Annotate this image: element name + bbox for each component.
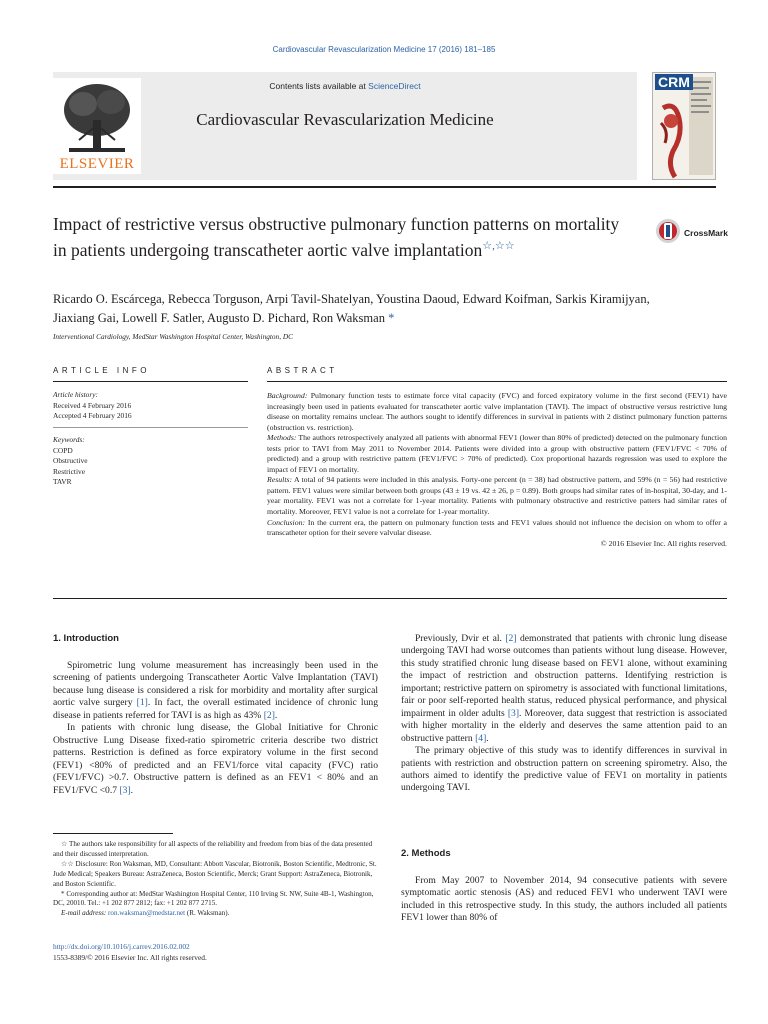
right-paragraph-2: The primary objective of this study was to identify differences in survival in patients with restriction and obstruction pattern on screening spirometry. Also, the authors aimed to identify the predictive value of FEV1 on mortality in patients undergoing TAVI.: [401, 745, 727, 794]
intro-p2-text-b: .: [130, 784, 134, 796]
issn-line: 1553-8389/© 2016 Elsevier Inc. All rights reserved.: [53, 952, 207, 962]
background-label: Background:: [267, 391, 308, 400]
email-link[interactable]: ron.waksman@medstar.net: [108, 909, 186, 918]
results-label: Results:: [267, 475, 293, 485]
footnote-3: * Corresponding author at: MedStar Washington Hospital Center, 110 Irving St. NW, Suite 4B-1, Washington, DC, 20010. Tel.: +1 202 877 2812; fax: +1 202 877 2715.: [53, 889, 374, 908]
article-info-divider: [53, 381, 248, 382]
conclusion-label: Conclusion:: [267, 517, 306, 527]
intro-paragraph-1: [53, 660, 378, 722]
email-suffix: (R. Waksman).: [186, 909, 230, 918]
abstract-conclusion: [267, 518, 727, 539]
accepted-date: Accepted 4 February 2016: [53, 411, 132, 421]
elsevier-wordmark: ELSEVIER: [59, 156, 135, 172]
abstract-heading: ABSTRACT: [267, 366, 338, 375]
cover-label: CRM: [655, 74, 693, 90]
citation-link[interactable]: [3]: [119, 784, 131, 796]
contents-prefix: Contents lists available at: [269, 81, 366, 91]
abstract-divider: [267, 381, 727, 382]
keyword-item: TAVR: [53, 477, 72, 487]
methods-body: [401, 875, 727, 925]
doi-link[interactable]: http://dx.doi.org/10.1016/j.carrev.2016.02.002: [53, 942, 190, 951]
abstract-methods: [267, 433, 727, 475]
right-p1-text-d: .: [486, 732, 489, 744]
abstract-results: [267, 475, 727, 517]
right-p1-text-b: demonstrated that patients with chronic lung disease undergoing TAVI had worse outcomes than patients without lung disease. However, this study stratified chronic lung disease based on FEV1 alone, without examining the impact of restriction and obstruction patterns. Identifying restriction is important; restrictive pattern on spirometry is associated with functional limitations, fair or poor self-reported health status, reduced physical performance, and physical impairment in older adults: [401, 633, 728, 719]
footnote-1: ☆ The authors take responsibility for all aspects of the reliability and freedom from bias of the data presented and their discussed interpretation.: [53, 840, 373, 858]
affiliation: Interventional Cardiology, MedStar Washington Hospital Center, Washington, DC: [53, 332, 293, 341]
citation-link[interactable]: [1]: [136, 697, 148, 709]
journal-citation-link[interactable]: Cardiovascular Revascularization Medicine 17 (2016) 181–185: [272, 45, 496, 54]
citation-link[interactable]: [4]: [475, 732, 487, 744]
footnotes: [53, 840, 383, 919]
journal-title[interactable]: Cardiovascular Revascularization Medicine: [196, 110, 494, 129]
abstract-body: [267, 391, 727, 549]
keywords-label: Keywords:: [53, 435, 85, 444]
doi-block: [53, 942, 383, 963]
keyword-item: COPD: [53, 445, 73, 455]
intro-p2-text-a: In patients with chronic lung disease, the Global Initiative for Chronic Obstructive Lung Disease fixed-ratio spirometric criteria describe two district patterns. Restriction is defined as force expiratory volume in the first second (FEV1) <80% of predicted and an FEV1/force vital capacity (FVC) ratio (FEV1/FVC) >0.7. Obstructive pattern is defined as an FEV1 < 80% and an FEV1/FVC <0.7: [53, 722, 378, 796]
article-history-label: Article history:: [53, 390, 98, 399]
article-history: [53, 390, 248, 422]
right-p1-text-a: Previously, Dvir et al.: [415, 633, 502, 644]
crossmark-badge[interactable]: [655, 218, 735, 246]
received-date: Received 4 February 2016: [53, 400, 132, 410]
article-title-text: Impact of restrictive versus obstructive pulmonary function patterns on mortality in patients undergoing transcatheter aortic valve implantation: [53, 214, 620, 260]
citation-link[interactable]: [3]: [507, 707, 520, 719]
title-footnote-marks[interactable]: ☆,☆☆: [482, 240, 515, 252]
header-divider: [53, 186, 716, 188]
methods-paragraph-1: From May 2007 to November 2014, 94 consecutive patients with severe symptomatic aortic stenosis (AS) and reduced FEV1 who underwent TAVI were included in this retrospective study. In this study, the authors included all patients FEV1 lower than 80% of: [401, 875, 727, 924]
methods-label: Methods:: [267, 433, 297, 443]
author-names: Ricardo O. Escárcega, Rebecca Torguson, Arpi Tavil-Shatelyan, Youstina Daoud, Edward Koifman, Sarkis Kiramijyan, Jiaxiang Gai, Lowell F. Satler, Augusto D. Pichard, Ron Waksman: [53, 292, 650, 325]
crossmark-label: CrossMark: [684, 228, 728, 238]
intro-p1-text-b: . In fact, the overall estimated incidence of chronic lung disease in patients referred for TAVI is as high as 43%: [53, 697, 378, 721]
abstract-copyright: © 2016 Elsevier Inc. All rights reserved.: [600, 538, 727, 548]
journal-cover-thumbnail[interactable]: [652, 72, 716, 180]
citation-link[interactable]: [2]: [505, 633, 517, 644]
footnote-email: [53, 909, 383, 919]
abstract-background: [267, 391, 727, 433]
introduction-heading: 1. Introduction: [53, 633, 119, 644]
abstract-bottom-divider: [53, 598, 727, 599]
contents-available-line: [53, 81, 637, 91]
keywords-block: [53, 435, 248, 488]
intro-p1-text-c: .: [274, 709, 278, 721]
background-text: Pulmonary function tests to estimate force vital capacity (FVC) and forced expiratory volume in the first second (FEV1) have increasingly been used in patients evaluated for transcatheter aortic valve implantation (TAVI). The impact of obstructive versus restrictive lung disease on mortality remains unclear. The authors sought to identify differences in survival in patients with 2 distinct pulmonary function patterns (obstruction vs. restriction).: [267, 391, 727, 432]
corresponding-author-mark[interactable]: *: [388, 311, 395, 325]
citation-link[interactable]: [2]: [263, 709, 275, 721]
introduction-body: [53, 660, 378, 797]
intro-paragraph-2: [53, 722, 378, 797]
right-column-body: [401, 633, 727, 795]
intro-p1-text-a: Spirometric lung volume measurement has increasingly been used in the screening of patients undergoing Transcatheter Aortic Valve Implantation (TAVI) because lung disease is considered a risk for morbidity and mortality after surgical aortic valve surgery: [53, 660, 378, 709]
results-text: A total of 94 patients were included in this analysis. Forty-one percent (n = 38) had obstructive pattern, and 59% (n = 56) had restrictive pattern. FEV1 values were similar between both groups (43 ± 19 vs. 42 ± 26, p = 0.89). Both groups had similar rates of in-hospital, 30-day, and 1-year mortality. FEV1 was not a correlate for 1-year mortality. Patients with pulmonary obstructive and restrictive patters had similar rates of mortality. Moreover, FEV1 value is not a correlate for 1-year mortality.: [267, 475, 727, 517]
article-title: [53, 213, 633, 261]
sciencedirect-link[interactable]: ScienceDirect: [368, 81, 421, 91]
article-info-heading: ARTICLE INFO: [53, 366, 150, 375]
info-separator: [53, 427, 248, 428]
footnote-2: ☆☆ Disclosure: Ron Waksman, MD, Consultant: Abbott Vascular, Biotronik, Boston Scientific, Medtronic, St. Jude Medical; Speakers Bureau: AstraZeneca, Boston Scientific, Merck; Grant Support: AstraZeneca, Biotronik, and Boston Scientific.: [53, 859, 377, 888]
journal-banner: [53, 72, 637, 180]
footnote-divider: [53, 833, 173, 834]
email-label: E-mail address:: [61, 909, 107, 918]
methods-heading: 2. Methods: [401, 848, 451, 859]
crossmark-icon: [655, 218, 681, 244]
right-paragraph-1: [401, 633, 727, 745]
right-p1-text-c: . Moreover, data suggest that restriction is associated with higher mortality in the elderly and deserves the same attention paid to an obstructive pattern: [401, 707, 727, 744]
keyword-item: Obstructive: [53, 456, 88, 466]
keyword-item: Restrictive: [53, 466, 86, 476]
methods-text: The authors retrospectively analyzed all patients with abnormal FEV1 (lower than 80% of predicted) detected on the pulmonary function tests prior to TAVI from May 2011 to November 2014. Patients were divided into a group with obstructive pattern (FEV1/FVC < 70% of predicted) and a group with restrictive pattern (FEV1/FVC > 70% of predicted). Cox proportional hazards regression was used to explore the impact of FEV1 on mortality.: [267, 433, 728, 474]
conclusion-text: In the current era, the pattern on pulmonary function tests and FEV1 values should not influence the decision on whom to offer a transcatheter option for their severe valvular disease.: [267, 517, 727, 538]
author-list: [53, 290, 693, 328]
